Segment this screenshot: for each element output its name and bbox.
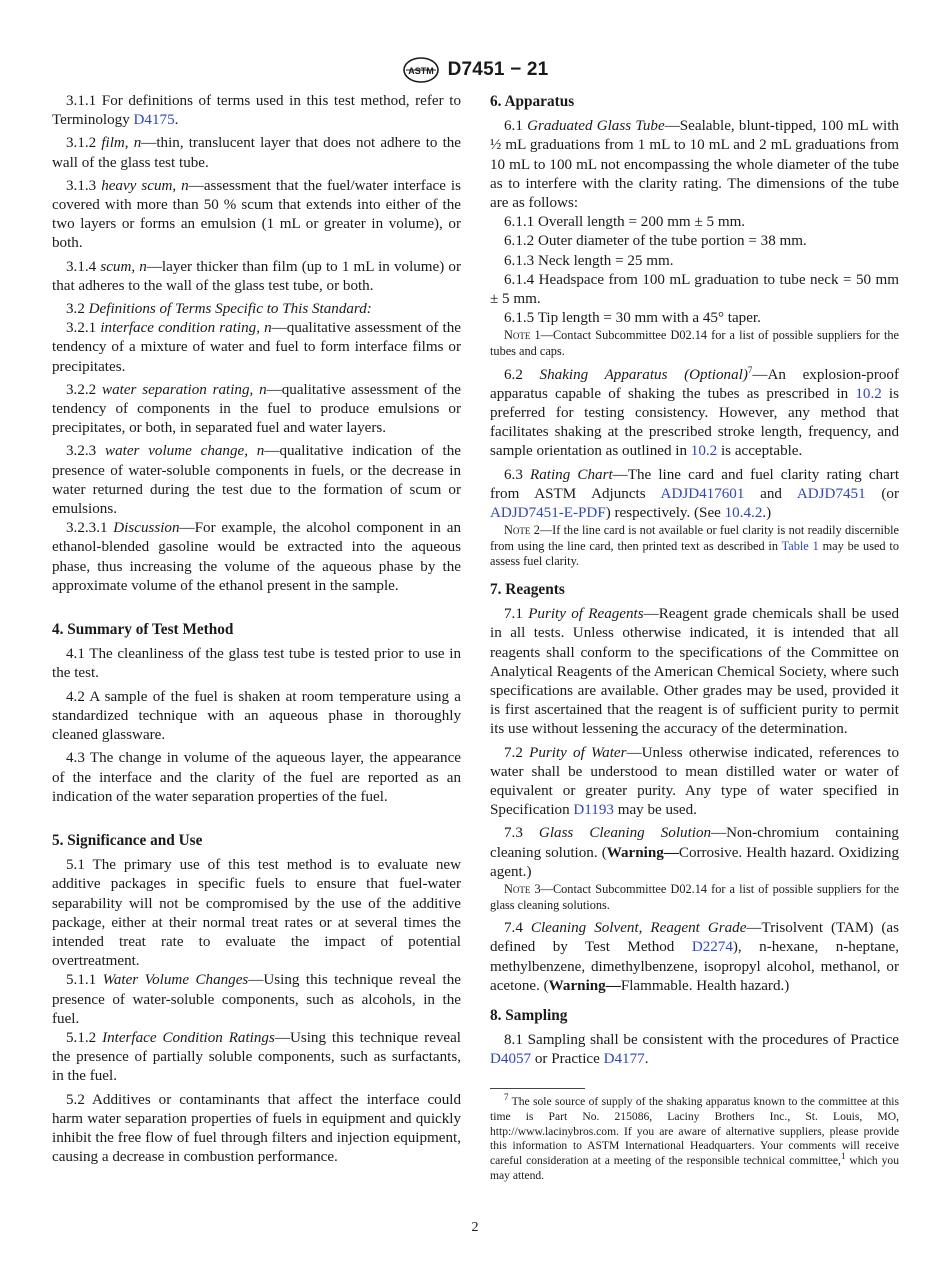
para-4-2: 4.2 A sample of the fuel is shaken at room temperature using a standardized technique with an aqueous phase in thoroughly cleaned glassware.: [52, 688, 461, 744]
para-3-2-3-1: 3.2.3.1 Discussion—For example, the alcohol component in an ethanol-blended gasoline would be extracted into the aqueous phase, thus increasing the volume of the aqueous phase by the approximate volume of the ethanol present in the sample.: [52, 520, 461, 594]
para-3-1-3: 3.1.3 heavy scum, n—assessment that the fuel/water interface is covered with more than 50 % scum that extends into either of the two layers or forms an emulsion (1 mL or greater in volume), or both.: [52, 177, 461, 252]
left-column: [52, 92, 461, 1171]
link-d4175[interactable]: D4175: [133, 112, 175, 129]
link-adjd7451[interactable]: ADJD7451: [796, 485, 866, 502]
link-10-4-2[interactable]: 10.4.2: [724, 505, 763, 522]
page-number: 2: [471, 1220, 479, 1235]
para-3-2-3: 3.2.3 water volume change, n—qualitative indication of the presence of water-soluble components in fuels, or the decrease in water returned during the test due to the formation of scum or emulsions.: [52, 443, 461, 518]
link-d1193[interactable]: D1193: [573, 802, 614, 819]
para-5-1-2: 5.1.2 Interface Condition Ratings—Using this technique reveal the presence of partially soluble components, such as surfactants, in the fuel.: [52, 1029, 462, 1085]
para-8-1: 8.1 Sampling shall be consistent with the procedures of Practice D4057 or Practice D4177.: [490, 1032, 899, 1068]
para-3-1-2: 3.1.2 film, n—thin, translucent layer that does not adhere to the wall of the glass test tube.: [52, 135, 462, 171]
section-7-heading: 7. Reagents: [490, 581, 565, 599]
para-4-1: 4.1 The cleanliness of the glass test tube is tested prior to use in the test.: [52, 646, 461, 682]
footnote-divider: [490, 1088, 585, 1089]
section-4-heading: 4. Summary of Test Method: [52, 621, 234, 639]
section-8-heading: 8. Sampling: [490, 1007, 568, 1025]
para-3-2-1: 3.2.1 interface condition rating, n—qualitative assessment of the tendency of a mixture of water and fuel to form interface films or precipitates.: [52, 320, 461, 375]
link-d2274[interactable]: D2274: [691, 939, 733, 956]
para-4-3: 4.3 The change in volume of the aqueous layer, the appearance of the interface and the clarity of the fuel are reported as an indication of the water separation properties of the fuel.: [52, 750, 461, 805]
link-d4057[interactable]: D4057: [490, 1051, 532, 1068]
link-adjd7451-e-pdf[interactable]: ADJD7451-E-PDF: [490, 505, 606, 522]
para-5-1-1: 5.1.1 Water Volume Changes—Using this technique reveal the presence of water-soluble components, such as alcohols, in the fuel.: [52, 972, 462, 1027]
astm-logo-text: ASTM: [407, 66, 434, 76]
footnote-7: $^7$ The sole source of supply of the shaking apparatus known to the committee at this time is Part No. 215086, Laciny Brothers Inc., St. Louis, MO, http://www.lacinybros.com. If you are aware of alternative suppliers, please provide this information to ASTM International Headquarters. Your comments will receive careful consideration at a meeting of the responsible technical committee,$^1$ which you may attend.: [490, 1091, 899, 1183]
para-6-1-3: 6.1.3 Neck length = 25 mm.: [504, 252, 674, 269]
para-5-2: 5.2 Additives or contaminants that affect the interface could harm water separation properties of fuels in equipment and quickly inhibit the free flow of fuel through filters and injection equipment, causing a decrease in combustion performance.: [52, 1091, 461, 1166]
para-6-1-5: 6.1.5 Tip length = 30 mm with a 45° taper.: [504, 310, 761, 327]
link-10-2[interactable]: 10.2: [855, 385, 882, 402]
para-6-1-2: 6.1.2 Outer diameter of the tube portion = 38 mm.: [504, 233, 807, 250]
para-5-1: 5.1 The primary use of this test method is to evaluate new additive packages in specific fuels to ensure that fuel-water separability will not be compromised by the use of the additive package, either at their normal treat rates or at several times the intended treat rate to evaluate the impact of potential overtreatment.: [52, 857, 461, 970]
link-d4177[interactable]: D4177: [603, 1051, 645, 1068]
para-3-2-2: 3.2.2 water separation rating, n—qualitative assessment of the tendency of components in the fuel to produce emulsions or precipitates, or both, in separated fuel and water layers.: [52, 381, 461, 437]
para-6-1-4: 6.1.4 Headspace from 100 mL graduation to tube neck = 50 mm ± 5 mm.: [490, 271, 899, 308]
para-3-2: 3.2 Definitions of Terms Specific to This Standard:: [66, 301, 372, 318]
link-table-1[interactable]: Table 1: [781, 538, 819, 553]
page-header: [0, 54, 950, 86]
note-2: Note 2—If the line card is not available or fuel clarity is not readily discernible from using the line card, then printed text as described in Table 1 may be used to assess fuel clarity.: [490, 523, 899, 569]
para-3-1-4: 3.1.4 scum, n—layer thicker than film (up to 1 mL in volume) or that adheres to the wall of the glass test tube, or both.: [52, 258, 461, 294]
link-adjd417601[interactable]: ADJD417601: [660, 485, 745, 502]
para-6-1: 6.1 Graduated Glass Tube—Sealable, blunt-tipped, 100 mL with ½ mL graduations from 1 mL to 10 mL and 2 mL graduations from 10 mL to 100 mL not encompassing the whole diameter of the tube as to interfere with the clarity rating. The dimensions of the tube are as follows:: [490, 118, 899, 212]
para-6-3: 6.3 Rating Chart—The line card and fuel clarity rating chart from ASTM Adjuncts ADJD417601 and ADJD7451 (or ADJD7451-E-PDF) respectively. (See 10.4.2.): [490, 466, 900, 522]
link-10-2[interactable]: 10.2: [690, 443, 718, 460]
standard-id: D7451 − 21: [447, 59, 549, 80]
para-7-4: 7.4 Cleaning Solvent, Reagent Grade—Trisolvent (TAM) (as defined by Test Method D2274), n-hexane, n-heptane, methylbenzene, dimethylbenzene, isopropyl alcohol, methanol, or acetone. (Warning—Flammable. Health hazard.): [490, 920, 899, 994]
astm-logo-icon: [402, 56, 440, 84]
para-7-1: 7.1 Purity of Reagents—Reagent grade chemicals shall be used in all tests. Unless otherwise indicated, it is intended that all reagents shall conform to the specifications of the Committee on Analytical Reagents of the American Chemical Society, where such specifications are available. Other grades may be used, provided it is first ascertained that the reagent is of sufficient purity to permit its use without lessening the accuracy of the determination.: [490, 606, 899, 738]
section-5-heading: 5. Significance and Use: [52, 831, 203, 849]
section-6-heading: 6. Apparatus: [490, 93, 575, 110]
right-column: [490, 92, 899, 1184]
para-7-2: 7.2 Purity of Water—Unless otherwise indicated, references to water shall be understood to mean distilled water or water of equivalent or greater purity. Any type of water specified in Specification D1193 may be used.: [490, 744, 900, 819]
para-3-1-1: 3.1.1 For definitions of terms used in this test method, refer to Terminology D4175.: [52, 93, 461, 129]
para-6-2: 6.2 Shaking Apparatus (Optional)$^7$—An explosion-proof apparatus capable of shaking the tubes as prescribed in 10.2 is preferred for testing consistency. However, any method that facilitates shaking at the prescribed stroke length, frequency, and sample orientation as outlined in 10.2 is acceptable.: [490, 364, 899, 460]
para-6-1-1: 6.1.1 Overall length = 200 mm ± 5 mm.: [504, 214, 746, 231]
para-7-3: 7.3 Glass Cleaning Solution—Non-chromium containing cleaning solution. (Warning—Corrosive. Health hazard. Oxidizing agent.): [490, 825, 899, 880]
note-3: Note 3—Contact Subcommittee D02.14 for a list of possible suppliers for the glass cleaning solutions.: [490, 882, 899, 912]
note-1: Note 1—Contact Subcommittee D02.14 for a list of possible suppliers for the tubes and caps.: [490, 328, 899, 359]
